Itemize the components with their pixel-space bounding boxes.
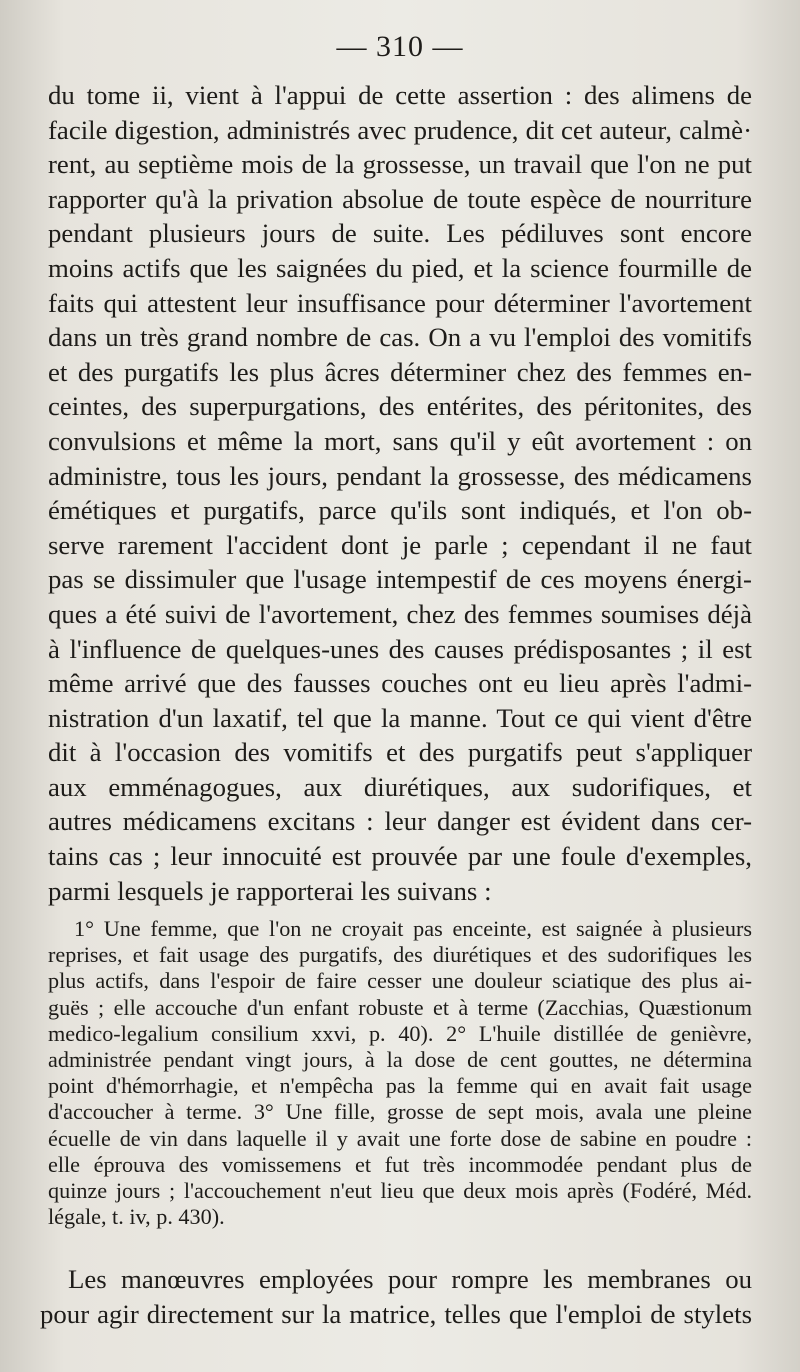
footnote-line: quinze jours ; l'accouchement n'eut lieu que deux mois après (Fodéré, Méd. — [48, 1177, 752, 1203]
text-line: dans un très grand nombre de cas. On a vu l'emploi des vomitifs — [48, 322, 752, 353]
footnote-line: d'accoucher à terme. 3° Une fille, grosse de sept mois, avala une pleine — [48, 1099, 752, 1125]
footnote-line: écuelle de vin dans laquelle il y avait une forte dose de sabine en poudre : — [48, 1125, 752, 1151]
text-line: du tome ii, vient à l'appui de cette assertion : des alimens de — [48, 80, 752, 110]
text-line: dit à l'occasion des vomitifs et des purgatifs peut s'appliquer — [48, 737, 752, 768]
footnote-line: elle éprouva des vomissemens et fut très incommodée pendant plus de — [48, 1151, 752, 1177]
footnote-line: administrée pendant vingt jours, à la dose de cent gouttes, ne détermina — [48, 1046, 752, 1072]
footnote-line: plus actifs, dans l'espoir de faire cesser une douleur sciatique des plus ai- — [48, 968, 752, 994]
footnote-line: guës ; elle accouche d'un enfant robuste et à terme (Zacchias, Quæstionum — [48, 994, 752, 1020]
page-number: — 310 — — [336, 30, 464, 63]
text-line: à l'influence de quelques-unes des causes prédisposantes ; il est — [48, 633, 752, 664]
text-line: rent, au septième mois de la grossesse, un travail que l'on ne put — [48, 149, 752, 180]
footnote-line: légale, t. iv, p. 430). — [48, 1204, 225, 1230]
text-line: pendant plusieurs jours de suite. Les pédiluves sont encore — [48, 218, 752, 249]
text-line: convulsions et même la mort, sans qu'il y eût avortement : on — [48, 425, 752, 456]
text-line: faits qui attestent leur insuffisance pour déterminer l'avortement — [48, 287, 752, 318]
text-line: et des purgatifs les plus âcres déterminer chez des femmes en- — [48, 356, 752, 387]
text-line: serve rarement l'accident dont je parle ; cependant il ne faut — [48, 529, 752, 560]
text-line: moins actifs que les saignées du pied, et la science fourmille de — [48, 252, 752, 283]
text-line: émétiques et purgatifs, parce qu'ils sont indiqués, et l'on ob- — [48, 495, 752, 526]
text-line: facile digestion, administrés avec prudence, dit cet auteur, calmè· — [48, 114, 752, 145]
text-line: Les manœuvres employées pour rompre les membranes ou — [68, 1264, 752, 1294]
text-line: ceintes, des superpurgations, des entérites, des péritonites, des — [48, 391, 752, 422]
footnote-line: medico-legalium consilium xxvi, p. 40). 2° L'huile distillée de genièvre, — [48, 1020, 752, 1046]
text-line: même arrivé que des fausses couches ont eu lieu après l'admi- — [48, 668, 752, 699]
text-line: pour agir directement sur la matrice, telles que l'emploi de stylets — [40, 1298, 752, 1329]
main-paragraph — [48, 78, 752, 908]
text-line: ques a été suivi de l'avortement, chez des femmes soumises déjà — [48, 598, 752, 629]
text-line: autres médicamens excitans : leur danger est évident dans cer- — [48, 806, 752, 837]
text-line: parmi lesquels je rapporterai les suivans : — [48, 875, 492, 906]
next-paragraph — [40, 1262, 752, 1331]
text-line: nistration d'un laxatif, tel que la manne. Tout ce qui vient d'être — [48, 702, 752, 733]
footnote-paragraph — [48, 916, 752, 1230]
footnote-line: point d'hémorrhagie, et n'empêcha pas la femme qui en avait fait usage — [48, 1073, 752, 1099]
footnote-line: 1° Une femme, que l'on ne croyait pas enceinte, est saignée à plusieurs — [74, 916, 752, 941]
text-line: administre, tous les jours, pendant la grossesse, des médicamens — [48, 460, 752, 491]
text-line: rapporter qu'à la privation absolue de toute espèce de nourriture — [48, 183, 752, 214]
text-line: pas se dissimuler que l'usage intempestif de ces moyens énergi- — [48, 564, 752, 595]
footnote-line: reprises, et fait usage des purgatifs, des diurétiques et des sudorifiques les — [48, 942, 752, 968]
text-line: tains cas ; leur innocuité est prouvée par une foule d'exemples, — [48, 841, 752, 872]
text-line: aux emménagogues, aux diurétiques, aux sudorifiques, et — [48, 771, 752, 802]
